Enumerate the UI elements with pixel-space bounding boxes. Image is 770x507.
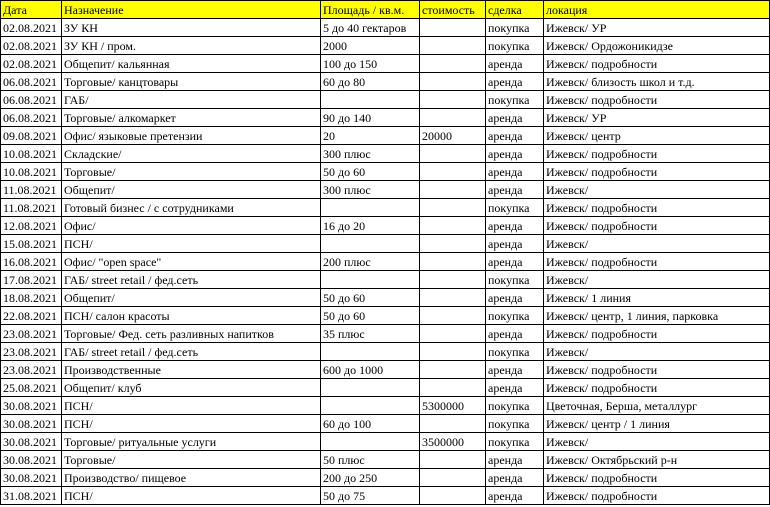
cell-deal[interactable]: покупка: [486, 271, 544, 289]
cell-area[interactable]: 50 до 60: [321, 307, 420, 325]
cell-date[interactable]: 30.08.2021: [1, 433, 62, 451]
cell-cost[interactable]: [420, 145, 486, 163]
cell-date[interactable]: 30.08.2021: [1, 451, 62, 469]
cell-purpose[interactable]: ПСН/ салон красоты: [62, 307, 321, 325]
cell-cost[interactable]: [420, 19, 486, 37]
cell-location[interactable]: Ижевск/ Ордожоникидзе: [544, 37, 770, 55]
table-row: [1, 415, 770, 433]
cell-date[interactable]: 11.08.2021: [1, 181, 62, 199]
table-row: [1, 469, 770, 487]
cell-deal[interactable]: аренда: [486, 109, 544, 127]
table-row: [1, 145, 770, 163]
cell-location[interactable]: Ижевск/ подробности: [544, 55, 770, 73]
cell-area[interactable]: 16 до 20: [321, 217, 420, 235]
cell-deal[interactable]: покупка: [486, 19, 544, 37]
cell-location[interactable]: Ижевск/ подробности: [544, 217, 770, 235]
cell-area[interactable]: [321, 271, 420, 289]
cell-purpose[interactable]: Общепит/ кальянная: [62, 55, 321, 73]
cell-location[interactable]: Ижевск/ УР: [544, 19, 770, 37]
cell-cost[interactable]: [420, 487, 486, 505]
cell-purpose[interactable]: Общепит/: [62, 181, 321, 199]
cell-date[interactable]: 02.08.2021: [1, 55, 62, 73]
cell-area[interactable]: 300 плюс: [321, 181, 420, 199]
cell-area[interactable]: 50 до 75: [321, 487, 420, 505]
cell-deal[interactable]: аренда: [486, 163, 544, 181]
cell-area[interactable]: [321, 199, 420, 217]
table-row: [1, 181, 770, 199]
header-location[interactable]: локация: [544, 1, 770, 19]
cell-cost[interactable]: [420, 361, 486, 379]
header-cost[interactable]: стоимость: [420, 1, 486, 19]
cell-cost[interactable]: [420, 199, 486, 217]
cell-area[interactable]: 200 плюс: [321, 253, 420, 271]
cell-location[interactable]: Ижевск/ подробности: [544, 487, 770, 505]
cell-cost[interactable]: [420, 343, 486, 361]
cell-deal[interactable]: аренда: [486, 451, 544, 469]
cell-purpose[interactable]: Складские/: [62, 145, 321, 163]
cell-purpose[interactable]: Готовый бизнес / с сотрудниками: [62, 199, 321, 217]
cell-deal[interactable]: покупка: [486, 433, 544, 451]
cell-date[interactable]: 06.08.2021: [1, 91, 62, 109]
header-deal[interactable]: сделка: [486, 1, 544, 19]
cell-date[interactable]: 11.08.2021: [1, 199, 62, 217]
cell-cost[interactable]: [420, 37, 486, 55]
cell-deal[interactable]: аренда: [486, 55, 544, 73]
cell-purpose[interactable]: Общепит/ клуб: [62, 379, 321, 397]
cell-area[interactable]: 2000: [321, 37, 420, 55]
cell-area[interactable]: [321, 397, 420, 415]
cell-deal[interactable]: аренда: [486, 379, 544, 397]
cell-deal[interactable]: аренда: [486, 487, 544, 505]
cell-location[interactable]: Ижевск/ центр: [544, 127, 770, 145]
cell-location[interactable]: Ижевск/ подробности: [544, 163, 770, 181]
cell-area[interactable]: [321, 235, 420, 253]
cell-date[interactable]: 09.08.2021: [1, 127, 62, 145]
cell-date[interactable]: 18.08.2021: [1, 289, 62, 307]
cell-deal[interactable]: аренда: [486, 361, 544, 379]
table-body: [1, 19, 770, 505]
table-row: [1, 73, 770, 91]
table-row: [1, 235, 770, 253]
cell-area[interactable]: 600 до 1000: [321, 361, 420, 379]
cell-area[interactable]: 200 до 250: [321, 469, 420, 487]
table-row: [1, 163, 770, 181]
cell-location[interactable]: Ижевск/ центр / 1 линия: [544, 415, 770, 433]
cell-area[interactable]: 300 плюс: [321, 145, 420, 163]
table-row: [1, 397, 770, 415]
cell-date[interactable]: 10.08.2021: [1, 163, 62, 181]
cell-deal[interactable]: аренда: [486, 217, 544, 235]
cell-location[interactable]: Ижевск/: [544, 343, 770, 361]
cell-cost[interactable]: [420, 91, 486, 109]
cell-cost[interactable]: [420, 55, 486, 73]
cell-cost[interactable]: [420, 271, 486, 289]
table-row: [1, 19, 770, 37]
cell-date[interactable]: 02.08.2021: [1, 37, 62, 55]
cell-date[interactable]: 22.08.2021: [1, 307, 62, 325]
cell-purpose[interactable]: ГАБ/: [62, 91, 321, 109]
cell-deal[interactable]: покупка: [486, 307, 544, 325]
cell-purpose[interactable]: Торговые/ Фед. сеть разливных напитков: [62, 325, 321, 343]
table-row: [1, 361, 770, 379]
cell-location[interactable]: Ижевск/ подробности: [544, 91, 770, 109]
table-row: [1, 487, 770, 505]
table-row: [1, 199, 770, 217]
table-row: [1, 433, 770, 451]
cell-date[interactable]: 17.08.2021: [1, 271, 62, 289]
cell-area[interactable]: 90 до 140: [321, 109, 420, 127]
cell-location[interactable]: Ижевск/ Октябрьский р-н: [544, 451, 770, 469]
cell-date[interactable]: 10.08.2021: [1, 145, 62, 163]
cell-cost[interactable]: 20000: [420, 127, 486, 145]
cell-area[interactable]: [321, 433, 420, 451]
table-row: [1, 343, 770, 361]
cell-date[interactable]: 16.08.2021: [1, 253, 62, 271]
cell-cost[interactable]: [420, 289, 486, 307]
cell-cost[interactable]: [420, 325, 486, 343]
cell-area[interactable]: 5 до 40 гектаров: [321, 19, 420, 37]
cell-deal[interactable]: покупка: [486, 415, 544, 433]
cell-cost[interactable]: [420, 307, 486, 325]
table-row: [1, 127, 770, 145]
cell-purpose[interactable]: Торговые/ канцтовары: [62, 73, 321, 91]
cell-location[interactable]: Ижевск/ подробности: [544, 253, 770, 271]
cell-purpose[interactable]: Торговые/ ритуальные услуги: [62, 433, 321, 451]
cell-area[interactable]: 50 до 60: [321, 289, 420, 307]
cell-location[interactable]: Ижевск/ близость школ и т.д.: [544, 73, 770, 91]
cell-deal[interactable]: покупка: [486, 37, 544, 55]
table-row: [1, 253, 770, 271]
cell-location[interactable]: Ижевск/ подробности: [544, 145, 770, 163]
cell-area[interactable]: [321, 91, 420, 109]
cell-location[interactable]: Ижевск/ подробности: [544, 199, 770, 217]
cell-cost[interactable]: [420, 469, 486, 487]
cell-cost[interactable]: [420, 109, 486, 127]
table-row: [1, 91, 770, 109]
table-row: [1, 307, 770, 325]
cell-date[interactable]: 23.08.2021: [1, 325, 62, 343]
cell-deal[interactable]: покупка: [486, 91, 544, 109]
table-row: [1, 289, 770, 307]
cell-cost[interactable]: [420, 451, 486, 469]
cell-date[interactable]: 06.08.2021: [1, 73, 62, 91]
cell-cost[interactable]: [420, 217, 486, 235]
cell-deal[interactable]: аренда: [486, 235, 544, 253]
cell-purpose[interactable]: Офис/ "open space": [62, 253, 321, 271]
cell-date[interactable]: 30.08.2021: [1, 469, 62, 487]
cell-deal[interactable]: аренда: [486, 181, 544, 199]
cell-purpose[interactable]: Офис/ языковые претензии: [62, 127, 321, 145]
cell-cost[interactable]: [420, 181, 486, 199]
cell-purpose[interactable]: ПСН/: [62, 415, 321, 433]
cell-purpose[interactable]: Производственные: [62, 361, 321, 379]
cell-purpose[interactable]: Производство/ пищевое: [62, 469, 321, 487]
cell-area[interactable]: 50 до 60: [321, 163, 420, 181]
cell-purpose[interactable]: Торговые/: [62, 163, 321, 181]
cell-date[interactable]: 06.08.2021: [1, 109, 62, 127]
cell-purpose[interactable]: ГАБ/ street retail / фед.сеть: [62, 343, 321, 361]
cell-purpose[interactable]: ЗУ КН / пром.: [62, 37, 321, 55]
cell-purpose[interactable]: ПСН/: [62, 487, 321, 505]
cell-purpose[interactable]: Общепит/: [62, 289, 321, 307]
header-purpose[interactable]: Назначение: [62, 1, 321, 19]
cell-area[interactable]: 50 плюс: [321, 451, 420, 469]
cell-date[interactable]: 23.08.2021: [1, 343, 62, 361]
cell-purpose[interactable]: ПСН/: [62, 235, 321, 253]
cell-purpose[interactable]: Офис/: [62, 217, 321, 235]
cell-deal[interactable]: покупка: [486, 397, 544, 415]
cell-area[interactable]: 20: [321, 127, 420, 145]
cell-location[interactable]: Ижевск/ подробности: [544, 361, 770, 379]
table-row: [1, 109, 770, 127]
table-row: [1, 451, 770, 469]
cell-cost[interactable]: 3500000: [420, 433, 486, 451]
cell-date[interactable]: 23.08.2021: [1, 361, 62, 379]
cell-area[interactable]: 35 плюс: [321, 325, 420, 343]
table-row: [1, 325, 770, 343]
cell-deal[interactable]: аренда: [486, 469, 544, 487]
cell-deal[interactable]: аренда: [486, 73, 544, 91]
cell-deal[interactable]: аренда: [486, 325, 544, 343]
table-row: [1, 271, 770, 289]
cell-location[interactable]: Ижевск/ подробности: [544, 469, 770, 487]
cell-cost[interactable]: [420, 379, 486, 397]
cell-deal[interactable]: аренда: [486, 127, 544, 145]
cell-cost[interactable]: 5300000: [420, 397, 486, 415]
cell-location[interactable]: Ижевск/: [544, 433, 770, 451]
cell-location[interactable]: Ижевск/ подробности: [544, 325, 770, 343]
cell-area[interactable]: 100 до 150: [321, 55, 420, 73]
cell-date[interactable]: 30.08.2021: [1, 415, 62, 433]
header-date[interactable]: Дата: [1, 1, 62, 19]
cell-cost[interactable]: [420, 253, 486, 271]
cell-location[interactable]: Ижевск/ УР: [544, 109, 770, 127]
cell-purpose[interactable]: ПСН/: [62, 397, 321, 415]
cell-deal[interactable]: аренда: [486, 289, 544, 307]
cell-date[interactable]: 12.08.2021: [1, 217, 62, 235]
cell-purpose[interactable]: Торговые/ алкомаркет: [62, 109, 321, 127]
cell-location[interactable]: Цветочная, Берша, металлург: [544, 397, 770, 415]
cell-location[interactable]: Ижевск/ подробности: [544, 379, 770, 397]
table-row: [1, 379, 770, 397]
cell-deal[interactable]: покупка: [486, 343, 544, 361]
table-row: [1, 55, 770, 73]
cell-location[interactable]: Ижевск/: [544, 271, 770, 289]
cell-deal[interactable]: аренда: [486, 253, 544, 271]
cell-deal[interactable]: аренда: [486, 145, 544, 163]
cell-location[interactable]: Ижевск/ центр, 1 линия, парковка: [544, 307, 770, 325]
cell-purpose[interactable]: ЗУ КН: [62, 19, 321, 37]
table-header: [1, 1, 770, 19]
cell-deal[interactable]: покупка: [486, 199, 544, 217]
cell-purpose[interactable]: Торговые/: [62, 451, 321, 469]
cell-cost[interactable]: [420, 415, 486, 433]
cell-location[interactable]: Ижевск/ 1 линия: [544, 289, 770, 307]
table-row: [1, 217, 770, 235]
cell-date[interactable]: 25.08.2021: [1, 379, 62, 397]
cell-date[interactable]: 30.08.2021: [1, 397, 62, 415]
cell-date[interactable]: 15.08.2021: [1, 235, 62, 253]
cell-cost[interactable]: [420, 235, 486, 253]
cell-purpose[interactable]: ГАБ/ street retail / фед.сеть: [62, 271, 321, 289]
cell-cost[interactable]: [420, 73, 486, 91]
cell-area[interactable]: [321, 379, 420, 397]
cell-date[interactable]: 31.08.2021: [1, 487, 62, 505]
cell-area[interactable]: 60 до 80: [321, 73, 420, 91]
cell-location[interactable]: Ижевск/: [544, 181, 770, 199]
table-row: [1, 37, 770, 55]
cell-area[interactable]: [321, 343, 420, 361]
cell-date[interactable]: 02.08.2021: [1, 19, 62, 37]
cell-area[interactable]: 60 до 100: [321, 415, 420, 433]
header-row: [1, 1, 770, 19]
cell-cost[interactable]: [420, 163, 486, 181]
cell-location[interactable]: Ижевск/: [544, 235, 770, 253]
header-area[interactable]: Площадь / кв.м.: [321, 1, 420, 19]
